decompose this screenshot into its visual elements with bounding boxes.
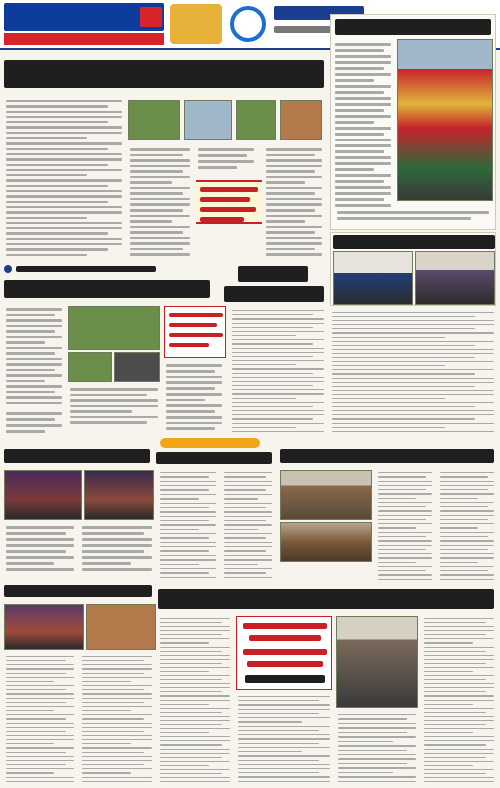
anniversary-photo-2 — [86, 604, 156, 650]
mid-left-photo-2 — [68, 352, 112, 382]
feature-pullquote — [236, 616, 332, 690]
mid-left-kicker — [4, 262, 164, 276]
bottom-right-headline — [280, 446, 496, 466]
feature-text-2 — [236, 694, 332, 784]
bottom-center-text-1 — [158, 470, 218, 580]
lead-story-column-2 — [128, 146, 192, 258]
bottom-feature-headline — [158, 586, 496, 612]
right-story-caption — [335, 209, 491, 229]
feature-text-1 — [158, 616, 232, 784]
market-photo-1 — [280, 470, 372, 520]
section-banner — [160, 438, 260, 448]
lead-story-pullquote — [196, 180, 262, 224]
bottom-left-subheadline — [4, 582, 154, 600]
right-column-story — [330, 14, 496, 230]
meeting-photo-1 — [333, 251, 413, 305]
mid-center-headline — [218, 264, 328, 304]
mid-left-column-3 — [164, 362, 224, 432]
market-photo-2 — [280, 522, 372, 562]
bottom-left-text-4 — [80, 654, 154, 784]
lead-story-photo-1 — [128, 100, 180, 140]
bottom-left-text-1 — [4, 524, 76, 580]
bottom-right-text-2 — [438, 470, 496, 582]
lead-story-column-3 — [196, 146, 256, 176]
mid-right-photo-story — [330, 232, 496, 306]
lead-headline — [4, 56, 324, 92]
feature-text-3 — [336, 712, 418, 784]
lead-story-column-1 — [4, 98, 124, 258]
meeting-photo-2 — [415, 251, 495, 305]
mid-left-column-1 — [4, 306, 64, 406]
bottom-right-text-1 — [376, 470, 434, 582]
right-story-headline-bar — [335, 19, 491, 35]
anniversary-logo — [226, 4, 270, 44]
lead-story-photo-4 — [280, 100, 322, 140]
mid-left-column-1b — [4, 410, 64, 436]
mid-left-photo-1 — [68, 306, 160, 350]
brand-subtitle-bar — [4, 33, 164, 45]
bottom-center-text-2 — [222, 470, 274, 580]
mid-left-photo-3 — [114, 352, 160, 382]
bottom-center-headline — [156, 450, 274, 466]
bottom-left-text-2 — [80, 524, 154, 580]
mid-left-column-2 — [68, 386, 160, 426]
feature-text-4 — [422, 616, 496, 784]
right-story-text — [333, 41, 393, 209]
lead-story-column-4 — [264, 146, 324, 258]
brand-tag — [140, 7, 162, 27]
mid-left-pullquote — [164, 306, 226, 358]
bottom-left-text-3 — [4, 654, 76, 784]
festival-emblem — [170, 4, 222, 44]
anniversary-photo-1 — [4, 604, 84, 650]
mid-right-headline-bar — [333, 235, 495, 249]
newspaper-brand — [4, 3, 164, 45]
mid-left-headline — [4, 276, 214, 302]
feature-photo — [336, 616, 418, 708]
dance-photo-1 — [4, 470, 82, 520]
lead-story-photo-3 — [236, 100, 276, 140]
chariot-photo — [397, 39, 493, 201]
lead-headline-bar — [4, 60, 324, 88]
lead-story-photo-2 — [184, 100, 232, 140]
bottom-left-headline — [4, 446, 152, 466]
mid-right-story-text — [330, 310, 496, 434]
mid-center-story-text — [230, 308, 326, 434]
dance-photo-2 — [84, 470, 154, 520]
